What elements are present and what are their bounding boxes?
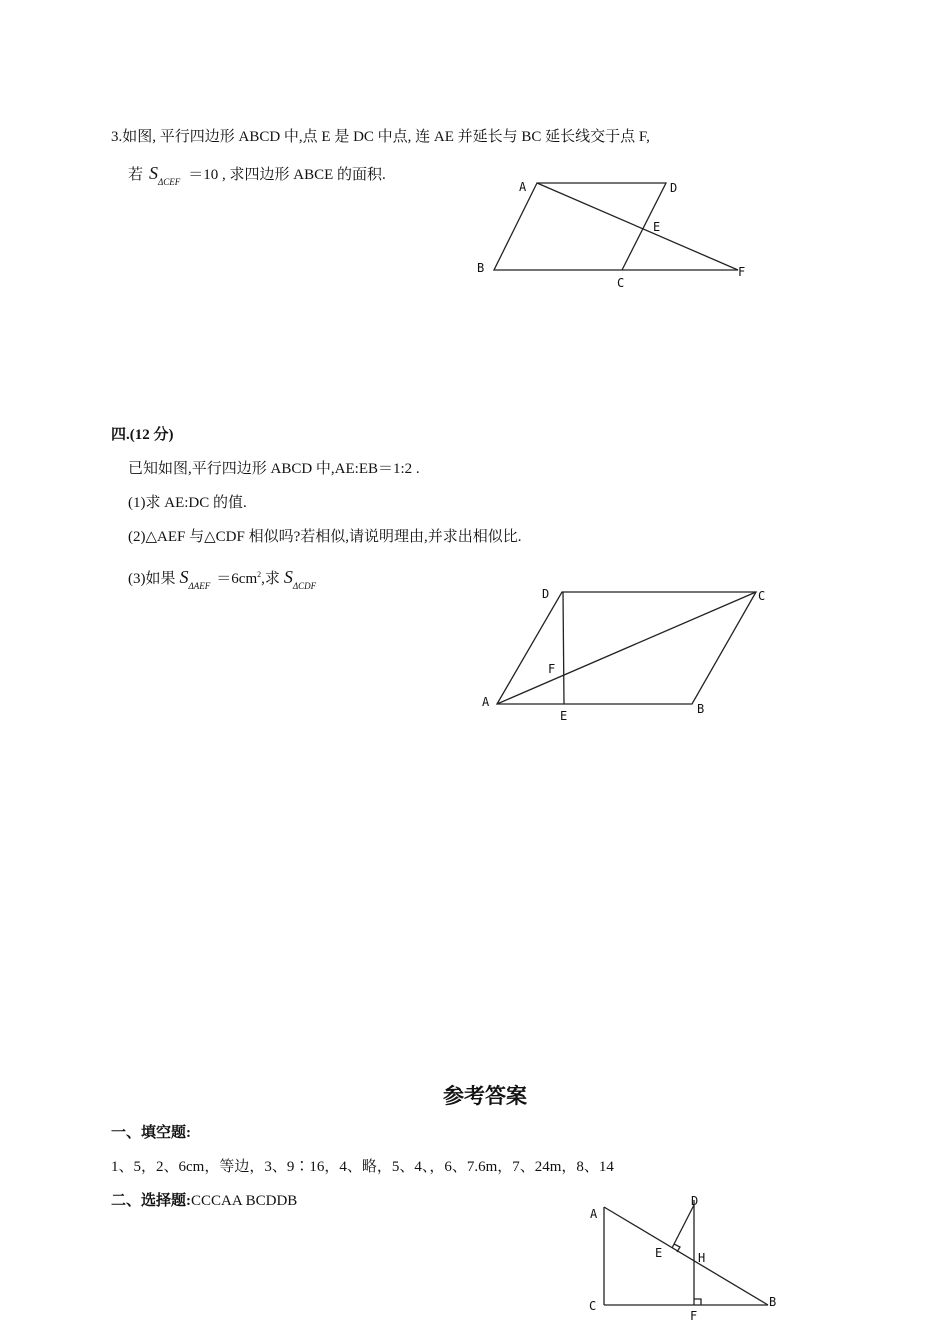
problem3-prefix: 若 xyxy=(128,167,144,183)
segment-de-3 xyxy=(672,1205,694,1248)
label-d: D xyxy=(670,181,678,195)
answers-part1-heading: 一、填空题: xyxy=(111,1125,191,1141)
label-f-2: F xyxy=(548,662,556,676)
label-f-3: F xyxy=(690,1309,698,1323)
section4-q1: (1)求 AE:DC 的值. xyxy=(128,495,247,511)
q3-s1: S xyxy=(179,567,189,587)
right-angle-f xyxy=(694,1299,701,1305)
q3-sub2: ΔCDF xyxy=(292,581,317,591)
label-e-2: E xyxy=(560,709,568,723)
q3-s2: S xyxy=(283,567,293,587)
label-d-3: D xyxy=(691,1194,699,1208)
label-e-3: E xyxy=(655,1246,663,1260)
right-angle-e xyxy=(674,1244,680,1252)
label-e: E xyxy=(653,220,661,234)
label-b: B xyxy=(477,261,485,275)
answers-part2-heading: 二、选择题: xyxy=(111,1193,191,1209)
label-b-2: B xyxy=(697,702,705,716)
q3-after: ,求 xyxy=(261,571,280,587)
answers-part1-text: 1、5，2、6cm，等边，3、9∶16，4、略，5、4、，6、7.6m，7、24m，8、14 xyxy=(111,1159,614,1175)
section4-heading: 四.(12 分) xyxy=(111,427,174,443)
problem3-suffix: ＝10 , 求四边形 ABCE 的面积. xyxy=(188,167,386,183)
answers-title: 参考答案 xyxy=(443,1084,527,1108)
area-sub: ΔCEF xyxy=(158,177,181,187)
label-a: A xyxy=(519,180,527,194)
answers-part2-text: CCCAA BCDDB xyxy=(191,1193,298,1209)
section4-q2: (2)△AEF 与△CDF 相似吗?若相似,请说明理由,并求出相似比. xyxy=(128,529,522,545)
label-f: F xyxy=(738,265,746,279)
label-c-3: C xyxy=(589,1299,597,1313)
q3-prefix: (3)如果 xyxy=(128,571,176,587)
label-h-3: H xyxy=(698,1251,706,1265)
label-c-2: C xyxy=(758,589,766,603)
label-a-3: A xyxy=(590,1207,598,1221)
problem3-line1: 3.如图, 平行四边形 ABCD 中,点 E 是 DC 中点, 连 AE 并延长与 BC 延长线交于点 F, xyxy=(111,129,650,145)
label-b-3: B xyxy=(769,1295,777,1309)
q3-sup: 2 xyxy=(257,570,262,579)
section4-intro: 已知如图,平行四边形 ABCD 中,AE:EB＝1:2 . xyxy=(128,461,420,477)
label-a-2: A xyxy=(482,695,490,709)
label-d-2: D xyxy=(542,587,550,601)
q3-sub1: ΔAEF xyxy=(188,581,211,591)
area-s: S xyxy=(149,163,159,183)
label-c: C xyxy=(617,276,625,290)
q3-mid: ＝6cm xyxy=(216,571,258,587)
